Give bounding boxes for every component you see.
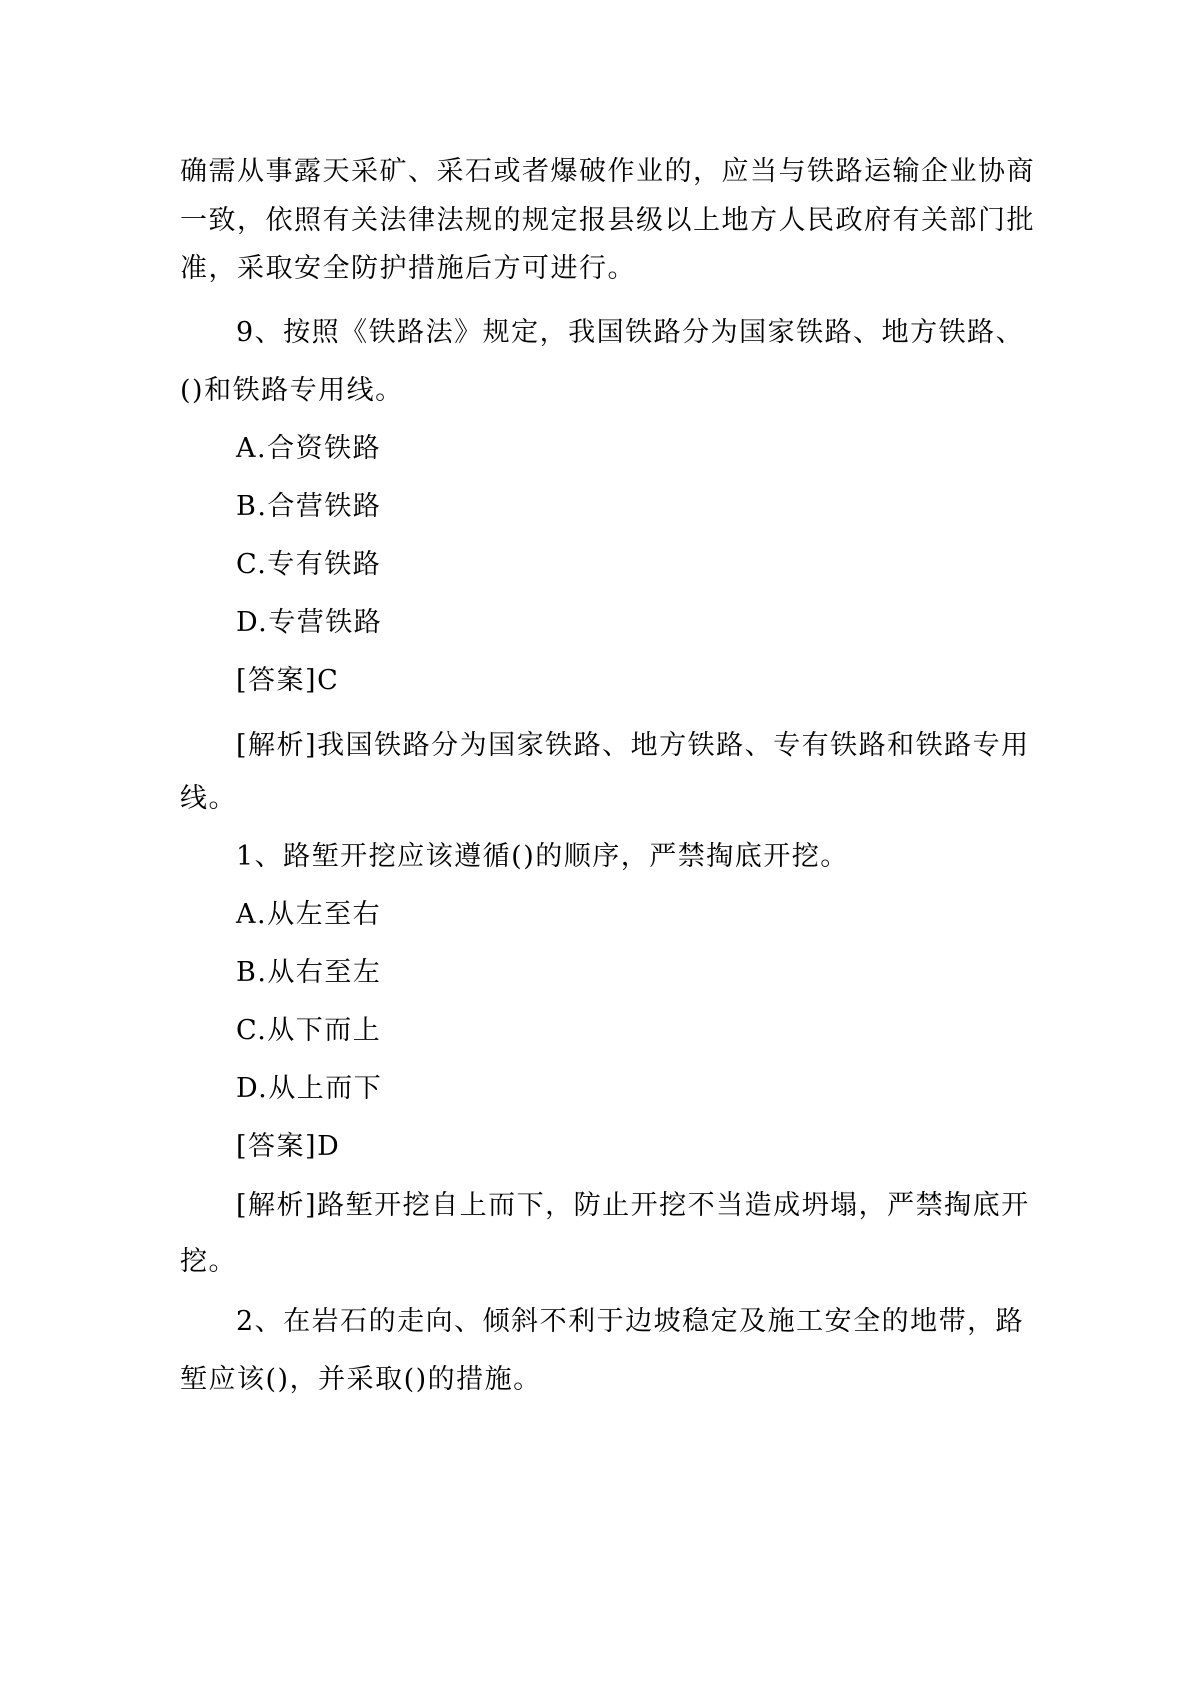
- option-d: D.从上而下: [236, 1073, 383, 1104]
- question-stem: ()和铁路专用线。: [180, 375, 404, 406]
- explanation-line: 挖。: [180, 1246, 237, 1277]
- question-stem: 2、在岩石的走向、倾斜不利于边坡稳定及施工安全的地带，路: [236, 1306, 1025, 1337]
- option-c: C.专有铁路: [236, 549, 382, 580]
- explanation-line: 线。: [180, 783, 237, 814]
- paragraph-line: 一致，依照有关法律法规的规定报县级以上地方人民政府有关部门批: [180, 205, 1035, 236]
- question-stem: 9、按照《铁路法》规定，我国铁路分为国家铁路、地方铁路、: [236, 317, 1025, 348]
- option-a: A.合资铁路: [236, 433, 382, 464]
- question-stem: 1、路堑开挖应该遵循()的顺序，严禁掏底开挖。: [236, 841, 849, 872]
- option-c: C.从下而上: [236, 1015, 382, 1046]
- answer-line: [答案]D: [236, 1131, 341, 1162]
- option-b: B.合营铁路: [236, 491, 382, 522]
- paragraph-line: 准，采取安全防护措施后方可进行。: [180, 253, 636, 284]
- answer-line: [答案]C: [236, 665, 340, 696]
- paragraph-line: 确需从事露天采矿、采石或者爆破作业的，应当与铁路运输企业协商: [180, 156, 1035, 187]
- explanation-line: [解析]路堑开挖自上而下，防止开挖不当造成坍塌，严禁掏底开: [236, 1190, 1030, 1221]
- explanation-line: [解析]我国铁路分为国家铁路、地方铁路、专有铁路和铁路专用: [236, 730, 1030, 761]
- option-b: B.从右至左: [236, 957, 382, 988]
- question-stem: 堑应该()，并采取()的措施。: [180, 1364, 542, 1395]
- option-d: D.专营铁路: [236, 607, 383, 638]
- option-a: A.从左至右: [236, 899, 382, 930]
